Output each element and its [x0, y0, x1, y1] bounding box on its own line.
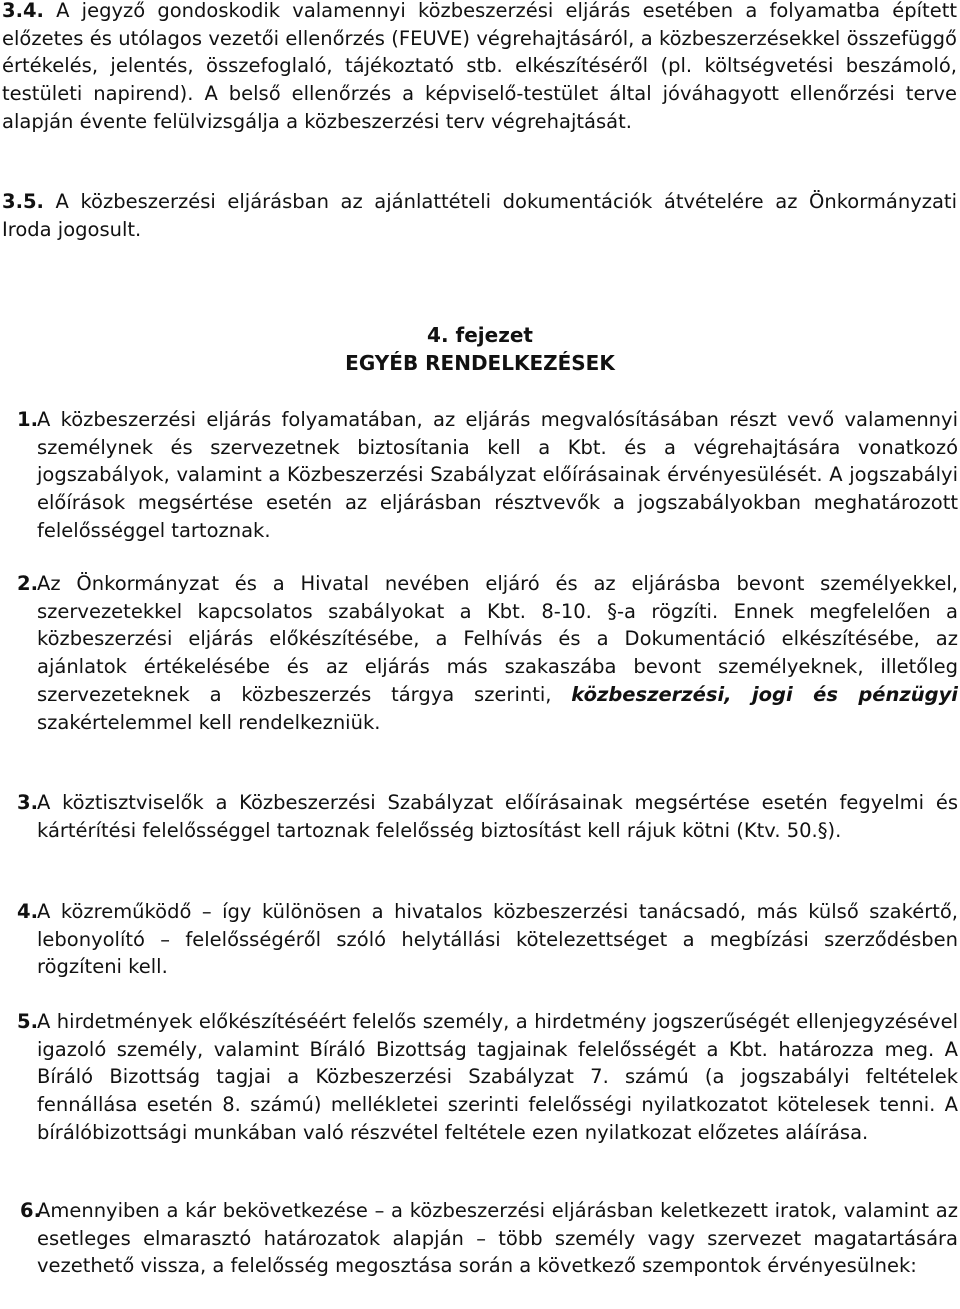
paragraph-3-4: [2, 0, 957, 136]
item-text: A köztisztviselők a Közbeszerzési Szabályzat előírásainak megsértése esetén fegyelmi és kártérítési felelősséggel tartoznak felelősség biztosítást kell rájuk kötni (Ktv. 50.§).: [37, 791, 958, 842]
list-item: [17, 898, 958, 981]
chapter-number: 4. fejezet: [427, 323, 533, 347]
item-number: 2.: [17, 572, 38, 595]
item-text-continued: szakértelemmel kell rendelkezniük.: [37, 710, 381, 734]
chapter-title: EGYÉB RENDELKEZÉSEK: [345, 351, 615, 375]
item-text: Az Önkormányzat és a Hivatal nevében eljáró és az eljárásba bevont személyekkel, szervezetekkel kapcsolatos szabályokat a Kbt. 8-10. §-a rögzíti. Ennek megfelelően a közbeszerzési eljárás előkészítésébe, a Felhívás és a Dokumentáció elkészítésébe, az ajánlatok értékelésébe és az eljárás más szakaszába bevont személyeknek, illetőleg szervezeteknek a közbeszerzés tárgya szerinti,: [37, 572, 958, 706]
item-number: 5.: [17, 1010, 38, 1033]
paragraph-number: 3.5.: [2, 190, 44, 213]
item-emphasis: közbeszerzési, jogi és pénzügyi: [571, 682, 958, 706]
list-item: [17, 789, 958, 844]
list-item: [17, 570, 958, 736]
item-number: 1.: [17, 408, 38, 431]
paragraph-text: A jegyző gondoskodik valamennyi közbeszerzési eljárás esetében a folyamatba épített előzetes és utólagos vezetői ellenőrzés (FEUVE) végrehajtásáról, a közbeszerzésekkel összefüggő értékelés, jelentés, összefoglaló, tájékoztató stb. elkészítéséről (pl. költségvetési beszámoló, testületi napirend). A belső ellenőrzés a képviselő-testület által jóváhagyott ellenőrzési terve alapján évente felülvizsgálja a közbeszerzési terv végrehajtását.: [2, 0, 957, 133]
item-text: A közreműködő – így különösen a hivatalos közbeszerzési tanácsadó, más külső szakértő, lebonyolító – felelősségéről szóló helytállási kötelezettséget a megbízási szerződésben rögzíteni kell.: [37, 900, 958, 979]
item-number: 4.: [17, 900, 38, 923]
item-number: 3.: [17, 791, 38, 814]
item-text: A közbeszerzési eljárás folyamatában, az eljárás megvalósításában részt vevő valamennyi személynek és szervezetnek biztosítania kell a Kbt. és a végrehajtására vonatkozó jogszabályok, valamint a Közbeszerzési Szabályzat előírásainak érvényesülését. A jogszabályi előírások megsértése esetén az eljárásban résztvevők a jogszabályokban meghatározott felelősséggel tartoznak.: [37, 408, 958, 542]
paragraph-number: 3.4.: [2, 0, 44, 22]
list-item: [17, 406, 958, 545]
item-number: 6.: [20, 1199, 41, 1222]
paragraph-text: A közbeszerzési eljárásban az ajánlattételi dokumentációk átvételére az Önkormányzati Iroda jogosult.: [2, 190, 957, 241]
item-text: A hirdetmények előkészítéséért felelős személy, a hirdetmény jogszerűségét ellenjegyzésével igazoló személy, valamint Bíráló Bizottság tagjainak felelősségét a Kbt. határozza meg. A Bíráló Bizottság tagjai a Közbeszerzési Szabályzat 7. számú (a jogszabályi feltételek fennállása esetén 8. számú) mellékletei szerinti felelősségi nyilatkozatot kötelesek tenni. A bírálóbizottsági munkában való részvétel feltétele ezen nyilatkozat előzetes aláírása.: [37, 1010, 958, 1144]
list-item: [17, 1008, 958, 1147]
list-item: [20, 1197, 958, 1280]
item-text: Amennyiben a kár bekövetkezése – a közbeszerzési eljárásban keletkezett iratok, valamint az esetleges elmarasztó határozatok alapján – több személy vagy szervezet magatartására vezethető vissza, a felelősség megosztása során a következő szempontok érvényesülnek:: [37, 1199, 958, 1278]
paragraph-3-5: [2, 188, 957, 243]
